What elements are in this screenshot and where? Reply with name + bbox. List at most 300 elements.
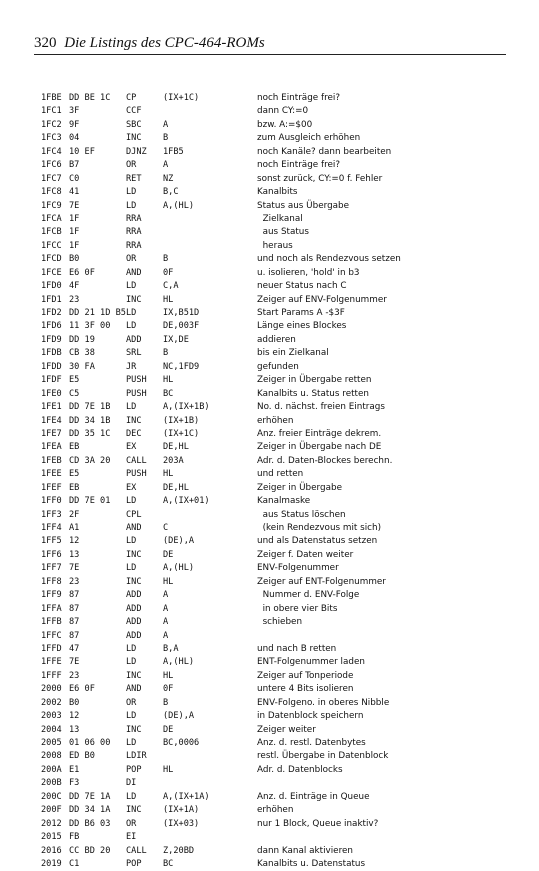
listing-comment: (kein Rendezvous mit sich) (257, 523, 382, 533)
listing-hex-bytes: 1F (69, 227, 80, 238)
listing-comment: in obere vier Bits (257, 603, 338, 614)
listing-hex-bytes: C1 (69, 858, 80, 869)
listing-address: 200C (41, 791, 62, 802)
listing-mnemonic: LD (126, 711, 137, 722)
listing-hex-bytes: 12 (69, 536, 80, 547)
listing-hex-bytes: 41 (69, 187, 80, 198)
listing-comment: heraus (257, 240, 293, 251)
listing-comment: restl. Übergabe in Datenblock (257, 751, 389, 762)
listing-row (41, 576, 511, 589)
listing-operand: A,(IX+1B) (163, 402, 210, 413)
listing-hex-bytes: B0 (69, 697, 80, 708)
listing-comment: Adr. d. Daten-Blockes berechn. (257, 455, 393, 466)
listing-address: 1FE0 (41, 388, 62, 399)
listing-row (41, 186, 511, 199)
listing-mnemonic: PUSH (126, 469, 147, 480)
listing-mnemonic: OR (126, 160, 137, 171)
listing-operand: 0F (163, 267, 174, 278)
listing-hex-bytes: 2F (69, 509, 80, 520)
listing-mnemonic: RRA (126, 227, 142, 238)
listing-comment: und retten (257, 469, 304, 480)
listing-mnemonic: AND (126, 523, 142, 533)
listing-hex-bytes: DD 7E 1B (69, 402, 111, 413)
listing-comment: ENV-Folgeno. in oberes Nibble (257, 697, 390, 708)
listing-address: 1FF7 (41, 563, 62, 574)
listing-hex-bytes: 3F (69, 106, 80, 117)
listing-row (41, 173, 511, 186)
listing-mnemonic: CALL (126, 455, 147, 466)
listing-operand: A (163, 617, 169, 628)
listing-operand: B (163, 697, 169, 708)
listing-row (41, 280, 511, 293)
listing-operand: HL (163, 670, 174, 681)
listing-operand: A,(IX+01) (163, 496, 210, 507)
listing-hex-bytes: E6 0F (69, 684, 95, 695)
listing-address: 2002 (41, 697, 62, 708)
listing-row (41, 361, 511, 374)
listing-comment: erhöhen (257, 415, 294, 426)
listing-operand: B,C (163, 187, 179, 198)
listing-operand: 203A (163, 455, 184, 466)
listing-row (41, 656, 511, 669)
listing-address: 1FF5 (41, 536, 62, 547)
listing-mnemonic: RRA (126, 213, 142, 224)
listing-comment: aus Status (257, 227, 309, 238)
listing-row (41, 589, 511, 602)
listing-row (41, 146, 511, 159)
listing-operand: 1FB5 (163, 146, 184, 157)
listing-comment: gefunden (257, 361, 299, 372)
listing-mnemonic: ADD (126, 603, 142, 614)
listing-hex-bytes: E5 (69, 469, 80, 480)
listing-row (41, 388, 511, 401)
listing-row (41, 455, 511, 468)
listing-mnemonic: SBC (126, 119, 142, 130)
listing-mnemonic: LD (126, 321, 137, 332)
listing-address: 1FF3 (41, 509, 62, 520)
listing-address: 2015 (41, 832, 62, 843)
listing-mnemonic: CALL (126, 845, 147, 856)
listing-hex-bytes: C0 (69, 173, 80, 184)
page-header (34, 34, 504, 52)
listing-hex-bytes: 10 EF (69, 146, 95, 157)
listing-row (41, 105, 511, 118)
listing-comment: noch Kanäle? dann bearbeiten (257, 146, 392, 157)
listing-address: 1FC3 (41, 133, 62, 144)
listing-operand: A,(HL) (163, 657, 195, 668)
listing-address: 1FF9 (41, 590, 62, 601)
listing-mnemonic: EI (126, 832, 137, 843)
listing-mnemonic: EX (126, 482, 137, 493)
listing-hex-bytes: DD 7E 01 (69, 496, 111, 507)
listing-comment: u. isolieren, 'hold' in b3 (257, 267, 360, 278)
listing-row (41, 791, 511, 804)
listing-address: 1FFE (41, 657, 62, 668)
listing-address: 1FE1 (41, 402, 62, 413)
assembly-listing (41, 92, 511, 871)
listing-comment: Zeiger auf ENV-Folgenummer (257, 294, 387, 305)
listing-comment: Start Params A -$3F (257, 308, 345, 318)
listing-comment: zum Ausgleich erhöhen (257, 133, 361, 144)
listing-address: 1FC4 (41, 146, 62, 157)
listing-row (41, 777, 511, 790)
listing-row (41, 267, 511, 280)
listing-comment: noch Einträge frei? (257, 93, 341, 103)
listing-row (41, 334, 511, 347)
listing-operand: (DE),A (163, 711, 195, 722)
listing-comment: aus Status löschen (257, 509, 346, 520)
listing-row (41, 374, 511, 387)
header-rule (34, 54, 506, 55)
listing-row (41, 200, 511, 213)
listing-mnemonic: LD (126, 200, 137, 211)
listing-hex-bytes: 47 (69, 643, 80, 654)
listing-operand: IX,DE (163, 334, 189, 345)
listing-comment: Zielkanal (257, 213, 303, 224)
listing-hex-bytes: CD 3A 20 (69, 455, 111, 466)
listing-comment: Zeiger in Übergabe nach DE (257, 442, 382, 453)
listing-hex-bytes: EB (69, 482, 80, 493)
listing-comment: ENT-Folgenummer laden (257, 657, 365, 668)
listing-comment: Zeiger f. Daten weiter (257, 549, 354, 560)
listing-operand: BC,0006 (163, 738, 200, 748)
listing-hex-bytes: 04 (69, 133, 80, 144)
listing-comment: neuer Status nach C (257, 281, 347, 292)
listing-mnemonic: LD (126, 791, 137, 802)
listing-mnemonic: CP (126, 93, 137, 103)
listing-row (41, 683, 511, 696)
listing-row (41, 415, 511, 428)
listing-row (41, 347, 511, 360)
listing-comment: Nummer d. ENV-Folge (257, 590, 360, 601)
listing-hex-bytes: F3 (69, 778, 80, 789)
listing-operand: (IX+03) (163, 818, 200, 829)
listing-address: 1FFB (41, 617, 62, 628)
listing-hex-bytes: B7 (69, 160, 80, 171)
listing-hex-bytes: DD 34 1A (69, 805, 111, 816)
listing-comment: erhöhen (257, 805, 294, 816)
listing-operand: B (163, 348, 169, 359)
listing-comment: Zeiger in Übergabe (257, 482, 342, 493)
listing-hex-bytes: DD 34 1B (69, 415, 111, 426)
listing-address: 1FCE (41, 267, 62, 278)
listing-mnemonic: ADD (126, 617, 142, 628)
listing-hex-bytes: DD 35 1C (69, 428, 111, 439)
listing-row (41, 119, 511, 132)
listing-operand: HL (163, 764, 174, 775)
listing-mnemonic: POP (126, 858, 142, 869)
listing-row (41, 710, 511, 723)
listing-row (41, 549, 511, 562)
listing-comment: dann CY:=0 (257, 106, 309, 117)
listing-comment: Zeiger auf ENT-Folgenummer (257, 576, 386, 587)
listing-mnemonic: LD (126, 402, 137, 413)
listing-address: 1FCB (41, 227, 62, 238)
listing-hex-bytes: DD B6 03 (69, 818, 111, 829)
listing-operand: A (163, 630, 169, 641)
listing-row (41, 240, 511, 253)
listing-operand: (IX+1C) (163, 93, 200, 103)
listing-address: 1FD1 (41, 294, 62, 305)
listing-address: 1FC9 (41, 200, 62, 211)
listing-comment: ENV-Folgenummer (257, 563, 339, 574)
listing-operand: HL (163, 576, 174, 587)
listing-mnemonic: OR (126, 697, 137, 708)
listing-hex-bytes: 23 (69, 576, 80, 587)
listing-row (41, 643, 511, 656)
listing-mnemonic: INC (126, 805, 142, 816)
listing-operand: A,(HL) (163, 563, 195, 574)
listing-operand: BC (163, 388, 174, 399)
listing-mnemonic: LD (126, 281, 137, 292)
listing-address: 1FC1 (41, 106, 62, 117)
listing-comment: Kanalbits u. Datenstatus (257, 858, 366, 869)
listing-mnemonic: INC (126, 670, 142, 681)
listing-mnemonic: LD (126, 308, 137, 318)
listing-mnemonic: LD (126, 738, 137, 748)
listing-address: 1FF6 (41, 549, 62, 560)
listing-mnemonic: INC (126, 724, 142, 735)
page-title: Die Listings des CPC-464-ROMs (64, 35, 265, 51)
listing-mnemonic: INC (126, 294, 142, 305)
listing-operand: HL (163, 375, 174, 386)
listing-comment: Zeiger auf Tonperiode (257, 670, 354, 681)
listing-comment: Länge eines Blockes (257, 321, 347, 332)
listing-address: 1FFC (41, 630, 62, 641)
listing-address: 1FCD (41, 254, 62, 265)
listing-comment: Anz. freier Einträge dekrem. (257, 428, 382, 439)
listing-row (41, 724, 511, 737)
listing-operand: HL (163, 469, 174, 480)
listing-operand: BC (163, 858, 174, 869)
listing-hex-bytes: DD 7E 1A (69, 791, 111, 802)
listing-mnemonic: LDIR (126, 751, 147, 762)
listing-row (41, 831, 511, 844)
listing-mnemonic: LD (126, 657, 137, 668)
listing-hex-bytes: 23 (69, 670, 80, 681)
listing-hex-bytes: 13 (69, 549, 80, 560)
listing-operand: NC,1FD9 (163, 361, 200, 372)
listing-address: 1FDD (41, 361, 62, 372)
listing-address: 1FC2 (41, 119, 62, 130)
listing-comment: und noch als Rendezvous setzen (257, 254, 401, 265)
listing-hex-bytes: 87 (69, 617, 80, 628)
listing-hex-bytes: 9F (69, 119, 80, 130)
listing-comment: Zeiger weiter (257, 724, 316, 735)
listing-comment: bis ein Zielkanal (257, 348, 329, 359)
listing-comment: und als Datenstatus setzen (257, 536, 378, 547)
listing-hex-bytes: 30 FA (69, 361, 95, 372)
page-number: 320 (34, 35, 57, 51)
listing-row (41, 845, 511, 858)
listing-mnemonic: DJNZ (126, 146, 147, 157)
listing-operand: A (163, 603, 169, 614)
listing-operand: NZ (163, 173, 174, 184)
listing-address: 1FD6 (41, 321, 62, 332)
listing-address: 1FF4 (41, 523, 62, 533)
listing-address: 2005 (41, 738, 62, 748)
listing-operand: B,A (163, 643, 179, 654)
listing-row (41, 616, 511, 629)
listing-row (41, 764, 511, 777)
listing-row (41, 92, 511, 105)
listing-comment: No. d. nächst. freien Eintrags (257, 402, 385, 413)
listing-operand: (DE),A (163, 536, 195, 547)
listing-row (41, 226, 511, 239)
listing-operand: Z,20BD (163, 845, 195, 856)
listing-mnemonic: JR (126, 361, 137, 372)
listing-hex-bytes: DD BE 1C (69, 93, 111, 103)
listing-row (41, 495, 511, 508)
listing-comment: noch Einträge frei? (257, 160, 341, 171)
listing-address: 1FD9 (41, 334, 62, 345)
listing-row (41, 804, 511, 817)
listing-comment: in Datenblock speichern (257, 711, 364, 722)
listing-comment: schieben (257, 617, 303, 628)
listing-operand: (IX+1C) (163, 428, 200, 439)
listing-row (41, 858, 511, 871)
listing-address: 2008 (41, 751, 62, 762)
listing-address: 1FFF (41, 670, 62, 681)
listing-hex-bytes: E5 (69, 375, 80, 386)
listing-mnemonic: RRA (126, 240, 142, 251)
listing-operand: (IX+1A) (163, 805, 200, 816)
listing-row (41, 441, 511, 454)
listing-address: 2000 (41, 684, 62, 695)
listing-row (41, 307, 511, 320)
listing-address: 2003 (41, 711, 62, 722)
listing-comment: Adr. d. Datenblocks (257, 764, 343, 775)
listing-hex-bytes: CB 38 (69, 348, 95, 359)
listing-operand: B (163, 254, 169, 265)
listing-hex-bytes: 87 (69, 630, 80, 641)
listing-row (41, 670, 511, 683)
listing-hex-bytes: E1 (69, 764, 80, 775)
listing-mnemonic: AND (126, 684, 142, 695)
listing-mnemonic: INC (126, 576, 142, 587)
listing-mnemonic: SRL (126, 348, 142, 359)
listing-row (41, 428, 511, 441)
listing-row (41, 132, 511, 145)
listing-mnemonic: RET (126, 173, 142, 184)
listing-operand: B (163, 133, 169, 144)
listing-address: 1FE7 (41, 428, 62, 439)
listing-row (41, 818, 511, 831)
listing-row (41, 482, 511, 495)
listing-mnemonic: OR (126, 818, 137, 829)
listing-operand: A (163, 590, 169, 601)
listing-row (41, 522, 511, 535)
listing-address: 1FCA (41, 213, 62, 224)
listing-hex-bytes: 01 06 00 (69, 738, 111, 748)
listing-comment: addieren (257, 334, 296, 345)
listing-hex-bytes: 7E (69, 563, 80, 574)
listing-hex-bytes: C5 (69, 388, 80, 399)
listing-row (41, 468, 511, 481)
listing-comment: Zeiger in Übergabe retten (257, 375, 372, 386)
listing-row (41, 697, 511, 710)
listing-address: 1FDF (41, 375, 62, 386)
listing-mnemonic: ADD (126, 630, 142, 641)
listing-address: 1FCC (41, 240, 62, 251)
listing-operand: HL (163, 294, 174, 305)
listing-mnemonic: INC (126, 133, 142, 144)
listing-address: 1FE4 (41, 415, 62, 426)
listing-address: 1FF0 (41, 496, 62, 507)
listing-hex-bytes: 1F (69, 213, 80, 224)
listing-mnemonic: LD (126, 536, 137, 547)
listing-hex-bytes: 23 (69, 294, 80, 305)
listing-hex-bytes: CC BD 20 (69, 845, 111, 856)
listing-comment: dann Kanal aktivieren (257, 845, 353, 856)
listing-mnemonic: LD (126, 496, 137, 507)
listing-mnemonic: ADD (126, 590, 142, 601)
listing-mnemonic: ADD (126, 334, 142, 345)
listing-comment: Kanalmaske (257, 496, 311, 507)
listing-mnemonic: LD (126, 643, 137, 654)
listing-operand: IX,B51D (163, 308, 200, 318)
listing-mnemonic: EX (126, 442, 137, 453)
listing-row (41, 562, 511, 575)
listing-address: 1FEA (41, 442, 62, 453)
listing-hex-bytes: 1F (69, 240, 80, 251)
listing-address: 1FEB (41, 455, 62, 466)
listing-mnemonic: CPL (126, 509, 142, 520)
listing-hex-bytes: 13 (69, 724, 80, 735)
listing-operand: C,A (163, 281, 179, 292)
listing-hex-bytes: FB (69, 832, 80, 843)
listing-hex-bytes: EB (69, 442, 80, 453)
listing-address: 1FBE (41, 93, 62, 103)
listing-comment: und nach B retten (257, 643, 337, 654)
listing-mnemonic: LD (126, 563, 137, 574)
listing-row (41, 213, 511, 226)
listing-address: 200F (41, 805, 62, 816)
listing-operand: A,(IX+1A) (163, 791, 210, 802)
listing-address: 1FFA (41, 603, 62, 614)
listing-row (41, 535, 511, 548)
listing-operand: A (163, 119, 169, 130)
listing-address: 1FFD (41, 643, 62, 654)
listing-operand: DE,HL (163, 482, 189, 493)
listing-comment: Anz. d. Einträge in Queue (257, 791, 370, 802)
listing-hex-bytes: DD 19 (69, 334, 95, 345)
listing-row (41, 294, 511, 307)
listing-comment: Kanalbits u. Status retten (257, 388, 369, 399)
listing-address: 2004 (41, 724, 62, 735)
listing-operand: DE (163, 549, 174, 560)
listing-operand: (IX+1B) (163, 415, 200, 426)
listing-operand: DE (163, 724, 174, 735)
listing-hex-bytes: B0 (69, 254, 80, 265)
listing-address: 1FC8 (41, 187, 62, 198)
listing-address: 1FEF (41, 482, 62, 493)
listing-hex-bytes: 87 (69, 590, 80, 601)
listing-mnemonic: DEC (126, 428, 142, 439)
listing-address: 1FC7 (41, 173, 62, 184)
listing-address: 2016 (41, 845, 62, 856)
listing-row (41, 159, 511, 172)
listing-address: 200B (41, 778, 62, 789)
listing-operand: 0F (163, 684, 174, 695)
listing-mnemonic: OR (126, 254, 137, 265)
listing-operand: A (163, 160, 169, 171)
listing-comment: Kanalbits (257, 187, 298, 198)
listing-mnemonic: LD (126, 187, 137, 198)
listing-hex-bytes: 4F (69, 281, 80, 292)
listing-address: 1FD2 (41, 308, 62, 318)
listing-row (41, 509, 511, 522)
